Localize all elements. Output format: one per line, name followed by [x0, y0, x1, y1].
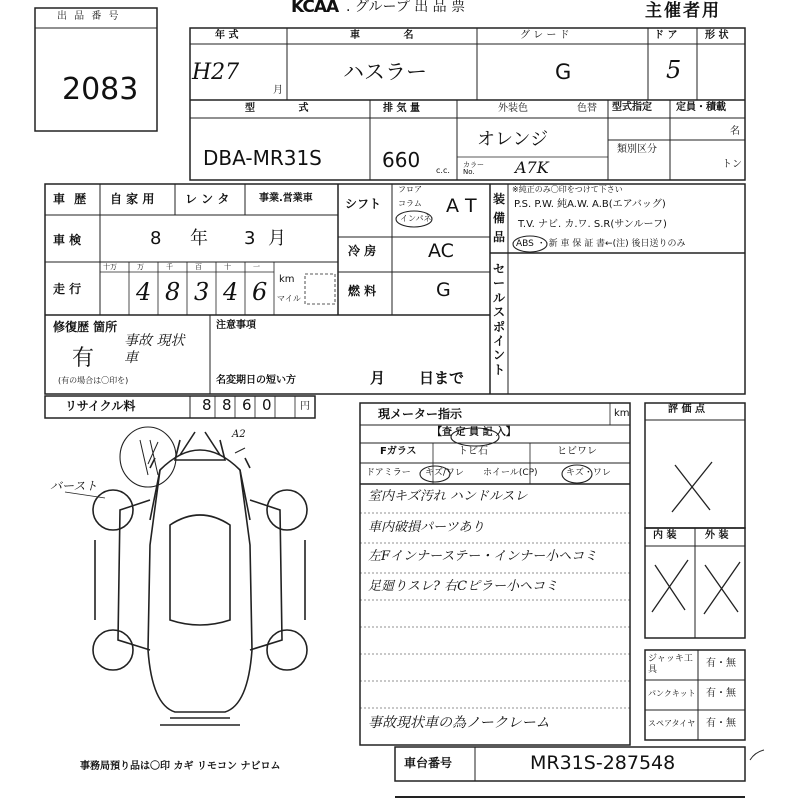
recycle-digit: 6	[242, 396, 252, 414]
recycle-digit: 8	[202, 396, 212, 414]
digit-label-100: 百	[195, 263, 202, 271]
tools-spare-value: 有・無	[706, 718, 736, 729]
organizer-label: 主催者用	[645, 1, 721, 21]
recycle-unit: 円	[300, 401, 310, 412]
evaluation-marks	[652, 462, 764, 760]
mileage-label: 走 行	[53, 282, 82, 296]
digit-label-1: 一	[253, 263, 260, 271]
color-no: A7K	[515, 158, 549, 177]
equipment-line2: T.V. ナビ. カ.ワ. S.R(サンルーフ)	[518, 219, 667, 230]
capacity-unit-ton: トン	[722, 159, 742, 170]
capacity-label: 定員・積載	[676, 102, 726, 113]
chassis-number: MR31S-287548	[530, 752, 676, 774]
month-unit: 月	[273, 85, 283, 96]
ac-value: AC	[428, 240, 454, 262]
diagram-annotation-left: バースト	[50, 479, 98, 493]
lot-number-label: 出 品 番 号	[57, 11, 121, 22]
equipment-note: ※純正のみ〇印をつけて下さい	[512, 185, 623, 194]
history-label: 車 歴	[53, 192, 87, 206]
shaken-month: 3	[244, 228, 256, 249]
inspector-door-mirror: ドアミラー	[366, 468, 411, 478]
digit-label-100k: 十万	[103, 263, 117, 271]
grade-label: グ レ ー ド	[520, 30, 570, 41]
inspector-front-glass: Fガラス	[380, 446, 417, 457]
type-code: DBA-MR31S	[203, 146, 322, 170]
office-note: 事務局預り品は〇印 カギ リモコン ナビロム	[80, 761, 281, 772]
tools-puncture-label: パンクキット	[648, 689, 696, 698]
repair-label: 修復歴 箇所	[53, 320, 118, 334]
mileage-digit: 4	[223, 278, 239, 306]
fuel-label: 燃 料	[348, 284, 377, 298]
inspector-header: 【査 定 員 記 入】	[432, 427, 516, 438]
shift-panel: インパネ	[400, 214, 432, 223]
history-private: 自 家 用	[110, 192, 155, 206]
equipment-line1: P.S. P.W. 純A.W. A.B(エアバッグ)	[514, 199, 666, 210]
type-designation-label: 型式指定	[612, 102, 652, 113]
fuel-value: G	[436, 279, 451, 301]
inspector-crack: ヒビワレ	[557, 446, 597, 457]
inspector-wheel: ホイール(CP)	[483, 468, 538, 478]
shaken-label: 車 検	[53, 233, 82, 247]
recycle-label: リサイクル料	[65, 399, 136, 413]
chassis-label: 車台番号	[404, 756, 453, 770]
exterior-color: オレンジ	[477, 129, 549, 150]
tools-jack-label: ジャッキ工具	[648, 654, 693, 675]
meter-km-unit: km	[614, 408, 630, 419]
model-name-label: 車 名	[350, 30, 414, 41]
shift-column: コラム	[398, 199, 422, 208]
inspector-note: 車内破損パーツあり	[368, 520, 485, 535]
history-rental: レ ン タ	[185, 192, 230, 206]
inspector-note: 室内キズ汚れ ハンドルスレ	[368, 489, 528, 504]
repair-note: (有の場合は〇印を)	[58, 376, 129, 385]
kcaa-logo: KCAA	[291, 0, 339, 17]
model-name: ハスラー	[343, 60, 427, 84]
repair-value: 有	[72, 346, 95, 371]
exterior-color-label: 外装色	[498, 103, 528, 114]
repair-handwriting: 事故 現状車	[124, 333, 185, 366]
tools-jack-value: 有・無	[706, 658, 736, 669]
ac-label: 冷 房	[348, 244, 377, 258]
color-change-label: 色替	[577, 103, 597, 114]
caution-month: 月	[370, 369, 386, 387]
mileage-digit: 3	[194, 278, 210, 306]
shift-label: シフト	[345, 197, 382, 211]
tools-spare-label: スペアタイヤ	[648, 719, 696, 728]
color-no-label: カラーNo.	[463, 161, 484, 176]
car-diagram	[65, 429, 307, 725]
short-period-label: 名変期日の短い方	[216, 375, 296, 386]
km-label: km	[279, 274, 295, 285]
caution-day: 日まで	[419, 369, 465, 387]
meter-label: 現メーター指示	[378, 407, 463, 421]
inspector-mirror-damage: キズ/ワレ	[425, 468, 464, 478]
cc-unit: c.c.	[436, 166, 450, 175]
tools-puncture-value: 有・無	[706, 688, 736, 699]
digit-label-10: 十	[224, 263, 231, 271]
evaluation-label: 評 価 点	[668, 404, 705, 415]
sales-point-label: セールスポイント	[493, 262, 506, 377]
grade-value: G	[555, 60, 572, 84]
digit-label-1k: 千	[166, 263, 173, 271]
inspector-note: 左Fインナーステー・インナー小ヘコミ	[368, 549, 598, 564]
inspector-note: 足廻りスレ? 右Cピラー小ヘコミ	[368, 579, 559, 594]
shaken-year-unit: 年	[190, 228, 208, 249]
diagram-annotation-top: A2	[232, 429, 246, 440]
type-label: 型 式	[245, 103, 309, 114]
category-label: 類別区分	[617, 144, 657, 155]
doors-label: ド ア	[654, 30, 678, 41]
capacity-unit-name: 名	[730, 126, 740, 137]
model-year: H27	[192, 60, 240, 85]
lot-number: 2083	[62, 72, 139, 107]
inspector-chip: トビ石	[458, 446, 488, 457]
recycle-digit: 0	[262, 396, 272, 414]
displacement-value: 660	[382, 148, 421, 172]
history-commercial: 事業.営業車	[259, 193, 313, 204]
mileage-digit: 8	[165, 278, 181, 306]
digit-label-10k: 万	[137, 263, 144, 271]
mileage-digit: 4	[136, 278, 152, 306]
shift-value: A T	[446, 195, 477, 217]
equipment-line3: ABS ・ 新 車 保 証 書←(注) 後日送りのみ	[516, 239, 686, 249]
form-title: . グループ 出 品 票	[346, 0, 466, 15]
exterior-label: 外 装	[705, 530, 729, 541]
displacement-label: 排 気 量	[383, 103, 420, 114]
recycle-digit: 8	[222, 396, 232, 414]
doors-value: 5	[666, 56, 682, 84]
year-label: 年 式	[215, 30, 239, 41]
mile-label: マイル	[277, 294, 301, 303]
shaken-month-unit: 月	[268, 228, 286, 249]
caution-label: 注意事項	[216, 320, 256, 331]
shape-label: 形 状	[705, 30, 729, 41]
equipment-label: 装 備 品	[493, 192, 506, 245]
interior-label: 内 装	[653, 530, 677, 541]
shaken-year: 8	[150, 228, 162, 249]
mileage-digit: 6	[252, 278, 268, 306]
inspector-note: 事故現状車の為ノークレーム	[368, 715, 550, 731]
inspector-wheel-damage: キズ・ワレ	[566, 468, 611, 478]
shift-floor: フロア	[398, 185, 422, 194]
